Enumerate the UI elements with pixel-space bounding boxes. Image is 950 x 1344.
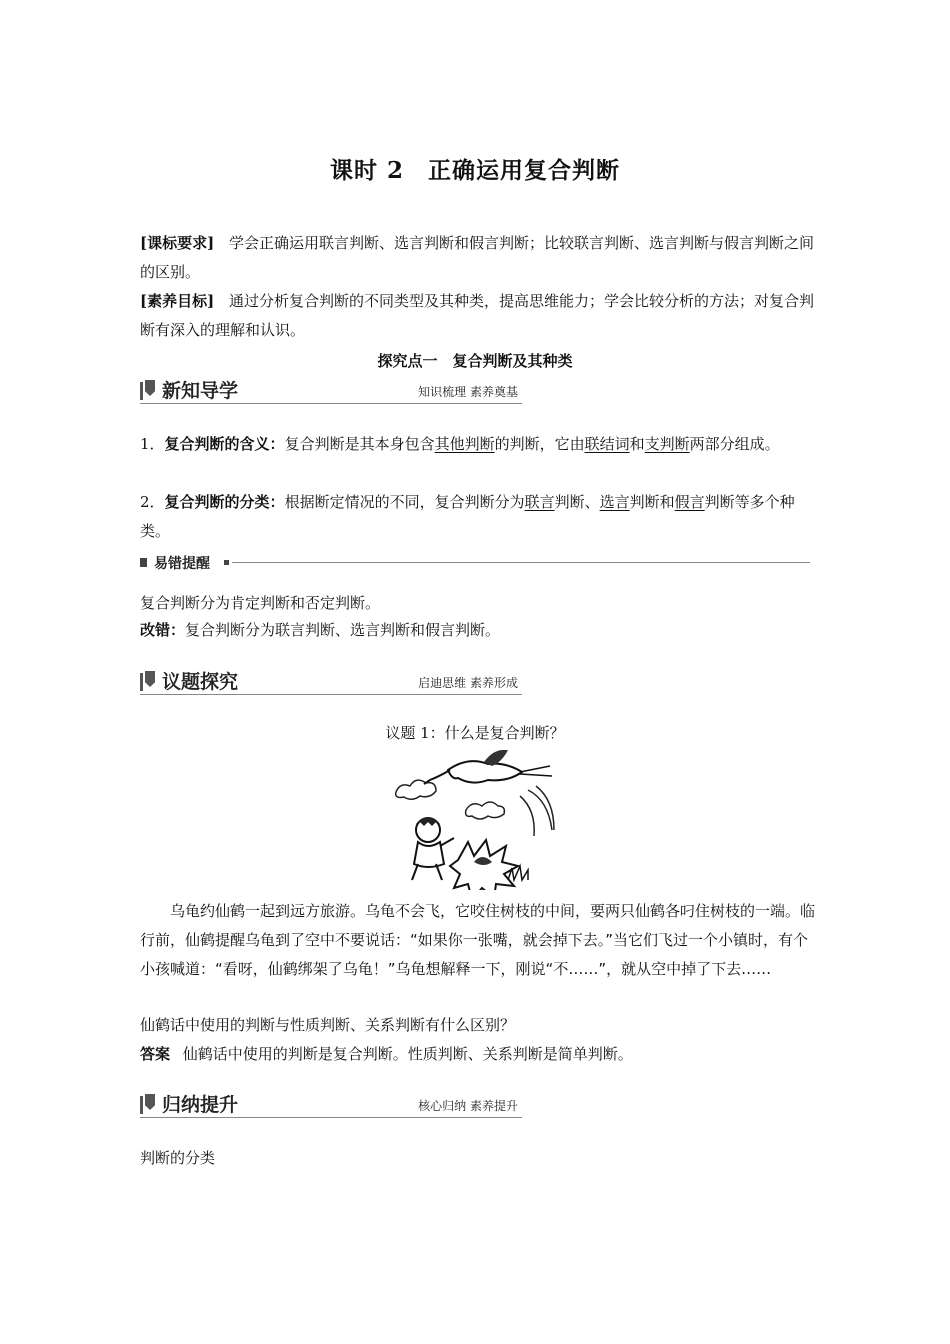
point-2-number: 2． — [140, 493, 165, 511]
banner-rule — [140, 403, 522, 404]
banner-label: 新知导学 — [162, 380, 239, 402]
warning-rule — [232, 562, 810, 563]
warning-marker-icon — [140, 558, 147, 567]
warning-fix — [140, 616, 820, 645]
goals-label: [素养目标] — [140, 292, 215, 310]
boy-arm — [440, 838, 454, 846]
standards-paragraph — [140, 229, 820, 287]
banner-topic-exploration — [140, 669, 522, 695]
banner-label: 议题探究 — [162, 671, 239, 693]
banner-subtitle: 核心归纳 素养提升 — [418, 1099, 518, 1113]
banner-subtitle: 知识梳理 素养奠基 — [418, 385, 518, 399]
warning-fix-label: 改错： — [140, 621, 186, 639]
banner-new-knowledge — [140, 378, 522, 404]
crane-turtle-illustration — [388, 750, 564, 890]
bookmark-icon — [145, 380, 155, 396]
question: 仙鹤话中使用的判断与性质判断、关系判断有什么区别？ — [140, 1016, 516, 1034]
banner-label: 归纳提升 — [162, 1094, 239, 1116]
point-1-text: 和 — [629, 435, 645, 453]
closing-heading: 判断的分类 — [140, 1149, 216, 1167]
point-2-answer-3: 假言 — [674, 493, 705, 511]
point-1-answer-2: 联结词 — [584, 435, 630, 453]
warning-label: 易错提醒 — [154, 556, 210, 572]
page-title: 课时 2 正确运用复合判断 — [329, 157, 620, 184]
warning-header — [140, 553, 810, 573]
point-1-text: 复合判断是其本身包含 — [284, 435, 435, 453]
point-1-label: 复合判断的含义： — [164, 435, 285, 453]
point-1 — [140, 430, 820, 459]
point-2 — [140, 488, 820, 546]
banner-bar — [140, 1096, 143, 1114]
point-1-text: 两部分组成。 — [689, 435, 780, 453]
banner-rule — [140, 694, 522, 695]
point-2-text: 判断等多个种类。 — [140, 493, 795, 540]
story-paragraph: 乌龟约仙鹤一起到远方旅游。乌龟不会飞，它咬住树枝的中间，要两只仙鹤各叼住树枝的一端。临行前，仙鹤提醒乌龟到了空中不要说话：“如果你一张嘴，就会掉下去。”当它们飞过一个小镇时，有个小孩喊道：“看呀，仙鹤绑架了乌龟！”乌龟想解释一下，刚说“不……”，就从空中掉了下去…… — [140, 902, 816, 978]
banner-summary — [140, 1092, 522, 1118]
banner-bar — [140, 382, 143, 400]
warning-dot-icon — [224, 560, 229, 565]
crane-body — [448, 761, 522, 782]
bookmark-icon — [145, 671, 155, 687]
crane-legs — [520, 766, 552, 776]
cloud-middle — [466, 802, 505, 819]
banner-rule — [140, 1117, 522, 1118]
point-2-text: 判断和 — [629, 493, 675, 511]
bookmark-icon — [145, 1094, 155, 1110]
impact-burst — [450, 840, 518, 890]
banner-bar — [140, 673, 143, 691]
cloud-left — [396, 780, 436, 799]
warning-fix-text: 复合判断分为联言判断、选言判断和假言判断。 — [185, 621, 501, 639]
point-1-answer-3: 支判断 — [644, 435, 690, 453]
topic-title: 议题 1：什么是复合判断？ — [385, 724, 565, 742]
answer — [140, 1040, 820, 1069]
point-2-text: 根据断定情况的不同，复合判断分为 — [284, 493, 525, 511]
point-2-answer-1: 联言 — [524, 493, 555, 511]
crane-wing — [484, 750, 508, 766]
goals-paragraph — [140, 287, 820, 345]
crane-neck — [424, 770, 450, 784]
answer-text: 仙鹤话中使用的判断是复合判断。性质判断、关系判断是简单判断。 — [182, 1045, 633, 1063]
point-2-answer-2: 选言 — [599, 493, 630, 511]
banner-subtitle: 启迪思维 素养形成 — [418, 676, 518, 690]
speed-lines — [520, 786, 554, 836]
point-1-number: 1． — [140, 435, 165, 453]
point-1-text: 的判断，它由 — [494, 435, 585, 453]
standards-text: 学会正确运用联言判断、选言判断和假言判断；比较联言判断、选言判断与假言判断之间的区别。 — [140, 234, 814, 281]
point-1-answer-1: 其他判断 — [434, 435, 495, 453]
goals-text: 通过分析复合判断的不同类型及其种类，提高思维能力；学会比较分析的方法；对复合判断有深入的理解和认识。 — [140, 292, 814, 339]
warning-wrong: 复合判断分为肯定判断和否定判断。 — [140, 594, 381, 612]
point-2-label: 复合判断的分类： — [164, 493, 285, 511]
point-2-text: 判断、 — [554, 493, 600, 511]
boy-body — [414, 842, 444, 867]
section-heading: 探究点一 复合判断及其种类 — [377, 352, 573, 370]
standards-label: [课标要求] — [140, 234, 215, 252]
answer-label: 答案 — [140, 1045, 171, 1063]
